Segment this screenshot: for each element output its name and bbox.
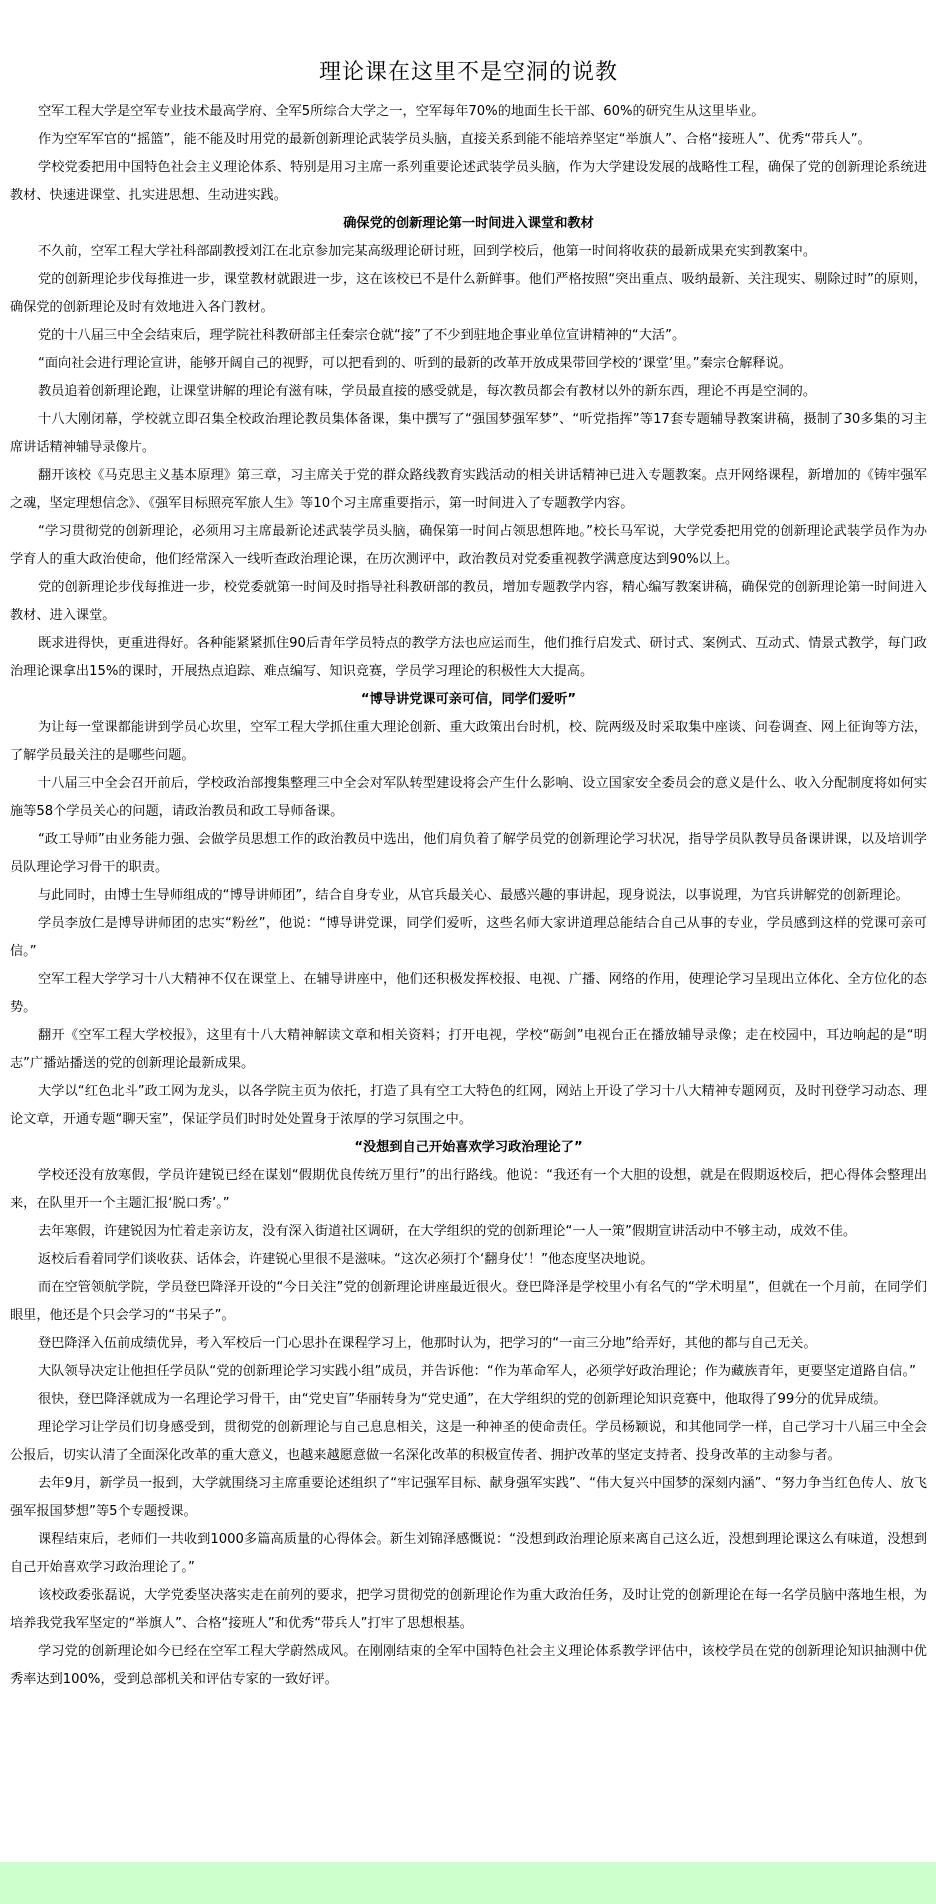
paragraph: 作为空军军官的“摇篮”，能不能及时用党的最新创新理论武装学员头脑，直接关系到能不能培养坚定“举旗人”、合格“接班人”、优秀“带兵人”。: [38, 132, 871, 147]
section-heading: 确保党的创新理论第一时间进入课堂和教材: [343, 216, 594, 231]
paragraph: 返校后看着同学们谈收获、话体会，许建锐心里很不是滋味。“这次必须打个‘翻身仗’！”他态度坚决地说。: [38, 1252, 654, 1267]
paragraph: 空军工程大学是空军专业技术最高学府、全军5所综合大学之一，空军每年70%的地面生长干部、60%的研究生从这里毕业。: [38, 104, 765, 119]
section-heading: “博导讲党课可亲可信，同学们爱听”: [360, 692, 577, 707]
paragraph: 不久前，空军工程大学社科部副教授刘江在北京参加完某高级理论研讨班，回到学校后，他第一时间将收获的最新成果充实到教案中。: [38, 244, 817, 259]
footer-band: [0, 1862, 936, 1904]
paragraph: 党的十八届三中全会结束后，理学院社科教研部主任秦宗仓就“接”了不少到驻地企事业单位宣讲精神的“大活”。: [38, 328, 686, 343]
paragraph: 理论学习让学员们切身感受到，贯彻党的创新理论与自己息息相关，这是一种神圣的使命责任。学员杨颖说，和其他同学一样，自己学习十八届三中全会公报后，切实认清了全面深化改革的重大意义，也越来越愿意做一名深化改革的积极宣传者、拥护改革的坚定支持者、投身改革的主动参与者。: [10, 1420, 927, 1463]
paragraph: 登巴降泽入伍前成绩优异，考入军校后一门心思扑在课程学习上，他那时认为，把学习的“一亩三分地”给弄好，其他的都与自己无关。: [38, 1336, 817, 1351]
paragraph: “政工导师”由业务能力强、会做学员思想工作的政治教员中选出，他们肩负着了解学员党的创新理论学习状况，指导学员队教导员备课讲课，以及培训学员队理论学习骨干的职责。: [10, 832, 927, 875]
paragraph: 该校政委张磊说，大学党委坚决落实走在前列的要求，把学习贯彻党的创新理论作为重大政治任务，及时让党的创新理论在每一名学员脑中落地生根，为培养我党我军坚定的“举旗人”、合格“接班人”和优秀“带兵人”打牢了思想根基。: [10, 1588, 927, 1631]
paragraph: 学员李放仁是博导讲师团的忠实“粉丝”，他说：“博导讲党课，同学们爱听，这些名师大家讲道理总能结合自己从事的专业，学员感到这样的党课可亲可信。”: [10, 916, 927, 959]
paragraph: 课程结束后，老师们一共收到1000多篇高质量的心得体会。新生刘锦泽感慨说：“没想到政治理论原来离自己这么近，没想到理论课这么有味道，没想到自己开始喜欢学习政治理论了。”: [10, 1532, 927, 1575]
paragraph: 既求进得快，更重进得好。各种能紧紧抓住90后青年学员特点的教学方法也应运而生，他们推行启发式、研讨式、案例式、互动式、情景式教学，每门政治理论课拿出15%的课时，开展热点追踪、难点编写、知识竞赛，学员学习理论的积极性大大提高。: [10, 636, 927, 679]
paragraph: 大队领导决定让他担任学员队“党的创新理论学习实践小组”成员，并告诉他：“作为革命军人，必须学好政治理论；作为藏族青年，更要坚定道路自信。”: [38, 1364, 916, 1379]
paragraph: 与此同时，由博士生导师组成的“博导讲师团”，结合自身专业，从官兵最关心、最感兴趣的事讲起，现身说法，以事说理，为官兵讲解党的创新理论。: [38, 888, 909, 903]
paragraph: 学校党委把用中国特色社会主义理论体系、特别是用习主席一系列重要论述武装学员头脑，作为大学建设发展的战略性工程，确保了党的创新理论系统进教材、快速进课堂、扎实进思想、生动进实践。: [10, 160, 927, 203]
paragraph: 为让每一堂课都能讲到学员心坎里，空军工程大学抓住重大理论创新、重大政策出台时机，校、院两级及时采取集中座谈、问卷调查、网上征询等方法，了解学员最关注的是哪些问题。: [10, 720, 927, 763]
paragraph: 翻开该校《马克思主义基本原理》第三章，习主席关于党的群众路线教育实践活动的相关讲话精神已进入专题教案。点开网络课程，新增加的《铸牢强军之魂，坚定理想信念》、《强军目标照亮军旅人生》等10个习主席重要指示，第一时间进入了专题教学内容。: [10, 468, 927, 511]
paragraph: 去年9月，新学员一报到，大学就围绕习主席重要论述组织了“牢记强军目标、献身强军实践”、“伟大复兴中国梦的深刻内涵”、“努力争当红色传人、放飞强军报国梦想”等5个专题授课。: [10, 1476, 927, 1519]
paragraph: 教员追着创新理论跑，让课堂讲解的理论有滋有味，学员最直接的感受就是，每次教员都会有教材以外的新东西，理论不再是空洞的。: [38, 384, 817, 399]
article-title: 理论课在这里不是空洞的说教: [318, 60, 618, 85]
paragraph: 学习党的创新理论如今已经在空军工程大学蔚然成风。在刚刚结束的全军中国特色社会主义理论体系教学评估中，该校学员在党的创新理论知识抽测中优秀率达到100%，受到总部机关和评估专家的一致好评。: [10, 1644, 927, 1687]
paragraph: 学校还没有放寒假，学员许建锐已经在谋划“假期优良传统万里行”的出行路线。他说：“我还有一个大胆的设想，就是在假期返校后，把心得体会整理出来，在队里开一个主题汇报‘脱口秀’。”: [10, 1168, 927, 1211]
paragraph: “面向社会进行理论宣讲，能够开阔自己的视野，可以把看到的、听到的最新的改革开放成果带回学校的‘课堂’里。”秦宗仓解释说。: [38, 356, 792, 371]
paragraph: 党的创新理论步伐每推进一步，校党委就第一时间及时指导社科教研部的教员，增加专题教学内容，精心编写教案讲稿，确保党的创新理论第一时间进入教材、进入课堂。: [10, 580, 927, 623]
paragraph: 十八大刚闭幕，学校就立即召集全校政治理论教员集体备课，集中撰写了“强国梦强军梦”、“听党指挥”等17套专题辅导教案讲稿，摄制了30多集的习主席讲话精神辅导录像片。: [10, 412, 927, 455]
paragraph: 大学以“红色北斗”政工网为龙头，以各学院主页为依托，打造了具有空工大特色的红网，网站上开设了学习十八大精神专题网页，及时刊登学习动态、理论文章，开通专题“聊天室”，保证学员们时时处处置身于浓厚的学习氛围之中。: [10, 1084, 927, 1127]
paragraph: 去年寒假，许建锐因为忙着走亲访友，没有深入街道社区调研，在大学组织的党的创新理论“一人一策”假期宣讲活动中不够主动，成效不佳。: [38, 1224, 857, 1239]
paragraph: 空军工程大学学习十八大精神不仅在课堂上、在辅导讲座中，他们还积极发挥校报、电视、广播、网络的作用，使理论学习呈现出立体化、全方位化的态势。: [10, 972, 927, 1015]
paragraph: 而在空管领航学院，学员登巴降泽开设的“今日关注”党的创新理论讲座最近很火。登巴降泽是学校里小有名气的“学术明星”，但就在一个月前，在同学们眼里，他还是个只会学习的“书呆子”。: [10, 1280, 927, 1323]
paragraph: 很快，登巴降泽就成为一名理论学习骨干，由“党史盲”华丽转身为“党史通”，在大学组织的党的创新理论知识竞赛中，他取得了99分的优异成绩。: [38, 1392, 887, 1407]
article-body: [10, 98, 927, 1694]
paragraph: 十八届三中全会召开前后，学校政治部搜集整理三中全会对军队转型建设将会产生什么影响、设立国家安全委员会的意义是什么、收入分配制度将如何实施等58个学员关心的问题，请政治教员和政工导师备课。: [10, 776, 927, 819]
section-heading: “没想到自己开始喜欢学习政治理论了”: [354, 1140, 583, 1155]
paragraph: 党的创新理论步伐每推进一步，课堂教材就跟进一步，这在该校已不是什么新鲜事。他们严格按照“突出重点、吸纳最新、关注现实、剔除过时”的原则，确保党的创新理论及时有效地进入各门教材。: [10, 272, 927, 315]
paragraph: 翻开《空军工程大学校报》，这里有十八大精神解读文章和相关资料；打开电视，学校“砺剑”电视台正在播放辅导录像；走在校园中，耳边响起的是“明志”广播站播送的党的创新理论最新成果。: [10, 1028, 927, 1071]
paragraph: “学习贯彻党的创新理论，必须用习主席最新论述武装学员头脑，确保第一时间占领思想阵地。”校长马军说，大学党委把用党的创新理论武装学员作为办学育人的重大政治使命，他们经常深入一线听查政治理论课，在历次测评中，政治教员对党委重视教学满意度达到90%以上。: [10, 524, 927, 567]
